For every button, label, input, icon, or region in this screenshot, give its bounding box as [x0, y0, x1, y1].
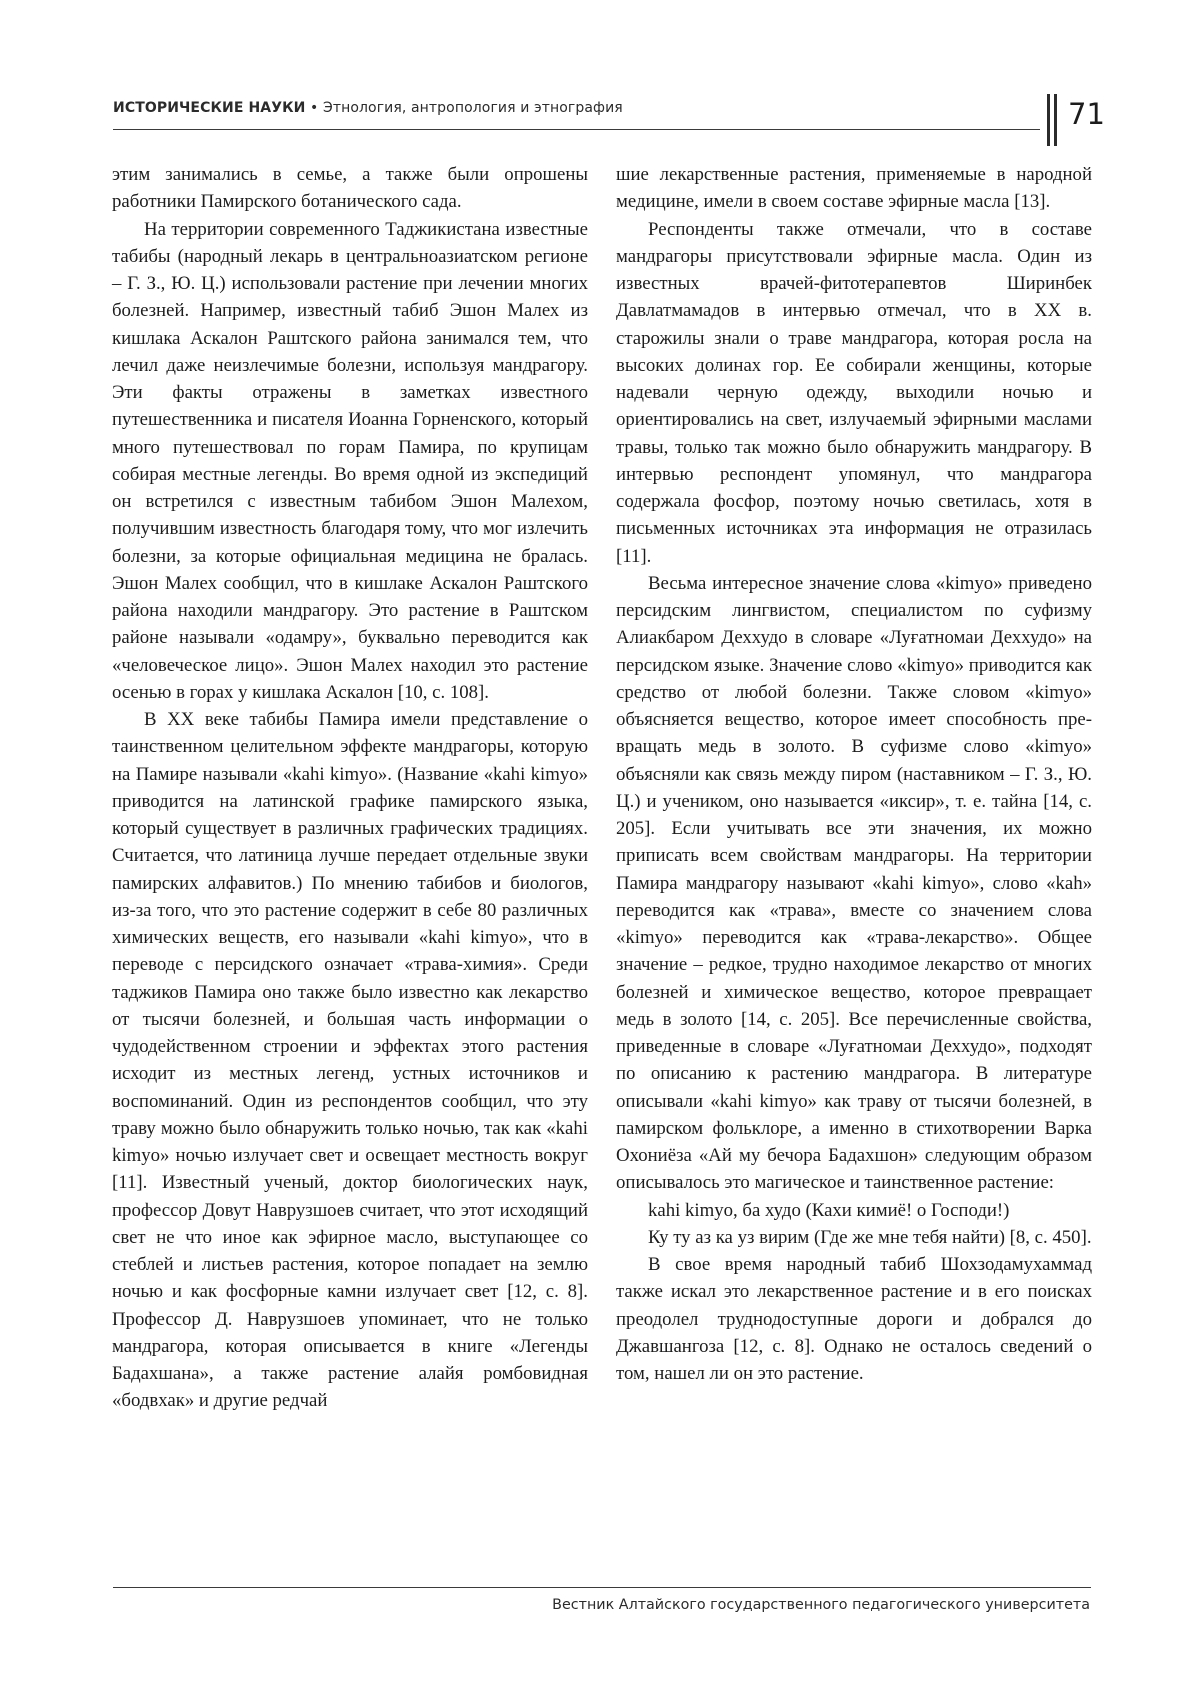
right-column: [616, 161, 1092, 1387]
paragraph: В свое время народный табиб Шохзодамухаммад также искал это лекарственное растение и в его поисках преодолел труднодоступные дороги и добрался до Джавшангоза [12, с. 8]. Однако не осталось сведений о том, нашел ли он это растение.: [616, 1254, 1092, 1384]
left-column: [112, 161, 588, 1415]
paragraph: Респонденты также отмечали, что в составе мандрагоры присутствовали эфирные масла. Один из известных врачей-фитотерапевтов Ширинбек Давлатмамадов в интервью отмечал, что в XX в. старожилы знали о траве мандрагора, которая росла на высоких долинах гор. Ее собирали женщины, которые надевали черную одежду, выходили ночью и ориентировались на свет, излучаемый эфирными маслами травы, только так можно было обнаружить мандрагору. В интервью респондент упомянул, что мандрагора содержала фосфор, поэтому ночью светилась, хотя в письменных источниках эта информация не отразилась [11].: [616, 218, 1092, 567]
journal-footer: Вестник Алтайского государственного педагогического университета: [552, 1597, 1090, 1613]
paragraph: В XX веке табибы Памира имели представление о таинственном целительном эффекте мандрагоры, которую на Памире называли «kahi kimyo». (Название «kahi kimyo» приводится на латинской графике памирского языка, который существует в различных графических традициях. Считается, что латиница лучше передает отдельные звуки памирских алфавитов.) По мнению табибов и биологов, из-за того, что это растение содержит в себе 80 различных химических веществ, его называли «kahi kimyo», что в переводе с персидского означает «трава-химия». Среди таджиков Памира оно также было известно как лекарство от тысячи болезней, и большая часть информации о чудодейственном строении и эффектах этого растения исходит из местных легенд, устных источников и воспоминаний. Один из респондентов сообщил, что эту траву можно было обнаружить только ночью, так как «kahi kimyo» ночью излучает свет и освещает местность вокруг [11]. Известный ученый, доктор биологических наук, профессор Довут Наврузшоев считает, что этот исходящий свет не что иное как эфирное масло, выступающее со стеблей и листьев растения, которое попадает на землю ночью и как фосфорные камни излучает свет [12, с. 8]. Профессор Д. Наврузшоев упоминает, что не только мандрагора, которая описывается в книге «Легенды Бадахшана», а также растение алайя ромбовидная «бодвхак» и другие редчай: [112, 709, 588, 1412]
paragraph: этим занимались в семье, а также были опрошены работники Памирского ботанического сада.: [112, 164, 588, 213]
page-number: 71: [1068, 97, 1105, 131]
verse-line: kahi kimyo, ба худо (Кахи кимиё! о Господи!): [648, 1199, 1010, 1221]
header-separator: •: [305, 100, 323, 116]
header-double-bar-left: [1047, 94, 1050, 146]
header-rule: [113, 129, 1040, 130]
header-section: ИСТОРИЧЕСКИЕ НАУКИ: [113, 100, 306, 116]
running-header: [113, 100, 623, 116]
header-subsection: Этнология, антропология и этнография: [322, 100, 623, 116]
footer-rule: [113, 1587, 1091, 1588]
verse-line: Ку ту аз ка уз вирим (Где же мне тебя найти) [8, с. 450].: [648, 1226, 1092, 1248]
paragraph: шие лекарственные растения, применяемые в народной медицине, имели в своем составе эфирные масла [13].: [616, 164, 1092, 213]
paragraph: Весьма интересное значение слова «kimyo» приведено персидским лингвистом, специалистом по суфизму Алиакбаром Деххудо в словаре «Луғатномаи Деххудо» на персидском языке. Значение слово «kimyo» приводится как средство от любой болезни. Также словом «kimyo» объясняется вещество, которое имеет способность превращать медь в золото. В суфизме слово «kimyo» объясняли как связь между пиром (наставником – Г. З., Ю. Ц.) и учеником, оно называется «иксир», т. е. тайна [14, с. 205]. Если учитывать все эти значения, их можно приписать всем свойствам мандрагоры. На территории Памира мандрагору называют «kahi kimyo», слово «kah» переводится как «трава», вместе со значением слова «kimyo» переводится как «трава-лекарство». Общее значение – редкое, трудно находимое лекарство от многих болезней и химическое вещество, которое превращает медь в золото [14, с. 205]. Все перечисленные свойства, приведенные в словаре «Луғатномаи Деххудо», подходят по описанию к растению мандрагора. В литературе описывали «kahi kimyo» как траву от тысячи болезней, в памирском фольклоре, а именно в стихотворении Варка Охониёза «Ай му бечора Бадахшон» следующим образом описывалось это магическое и таинственное растение:: [616, 572, 1092, 1194]
paragraph: На территории современного Таджикистана известные табибы (народный лекарь в центральноазиатском регионе – Г. З., Ю. Ц.) использовали растение при лечении многих болезней. Например, известный табиб Эшон Малех из кишлака Аскалон Раштского района занимался тем, что лечил даже неизлечимые болезни, используя мандрагору. Эти факты отражены в заметках известного путешественника и писателя Иоанна Горненского, который много путешествовал по горам Памира, по крупицам собирая местные легенды. Во время одной из экспедиций он встретился с известным табибом Эшон Малехом, получившим известность благодаря тому, что мог излечить болезни, за которые официальная медицина не бралась. Эшон Малех сообщил, что в кишлаке Аскалон Раштского района находили мандрагору. Это растение в Раштском районе называли «одамру», буквально переводится как «человеческое лицо». Эшон Малех находил это растение осенью в горах у кишлака Аскалон [10, с. 108].: [112, 218, 588, 703]
header-double-bar-right: [1054, 94, 1057, 146]
